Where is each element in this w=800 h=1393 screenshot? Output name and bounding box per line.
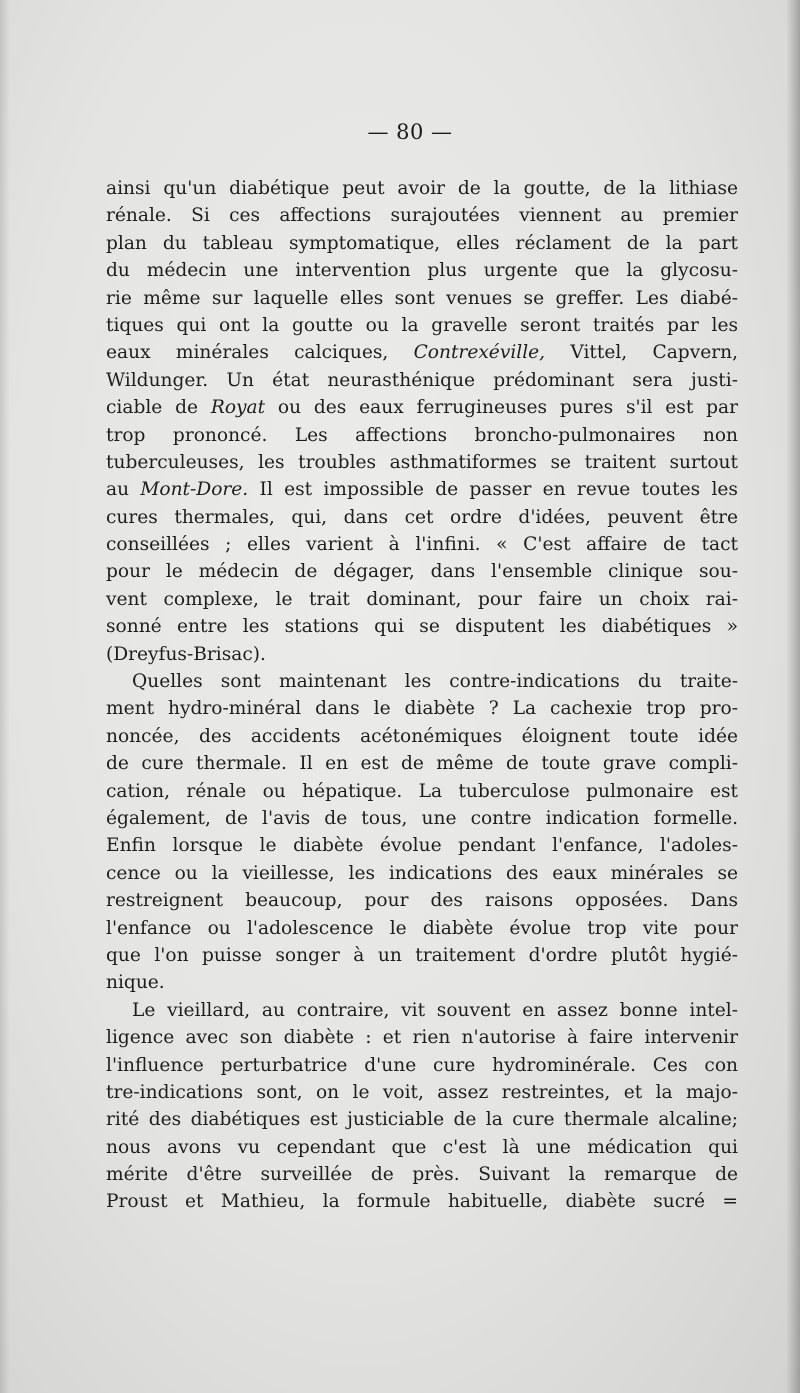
text-run: Vittel, Capvern, <box>545 342 738 364</box>
body-text <box>106 175 738 1216</box>
text-line: ainsi qu'un diabétique peut avoir de la goutte, de la lithiase <box>106 178 738 199</box>
text-line: cence ou la vieillesse, les indications des eaux minérales se <box>106 862 738 884</box>
place-name-italic: Mont-Dore. <box>140 479 249 501</box>
text-line: rie même sur laquelle elles sont venues se greffer. Les diabé- <box>106 287 738 309</box>
text-line: l'influence perturbatrice d'une cure hydrominérale. Ces con <box>106 1054 738 1076</box>
text-line: cures thermales, qui, dans cet ordre d'idées, peuvent être <box>106 506 738 528</box>
text-line <box>106 394 738 421</box>
text-line: trop prononcé. Les affections broncho-pulmonaires non <box>106 424 738 446</box>
text-line: que l'on puisse songer à un traitement d'ordre plutôt hygié- <box>106 944 738 966</box>
text-line: cation, rénale ou hépatique. La tuberculose pulmonaire est <box>106 780 738 802</box>
text-line: mérite d'être surveillée de près. Suivant la remarque de <box>106 1164 738 1186</box>
text-line <box>106 476 738 503</box>
text-line: tiques qui ont la goutte ou la gravelle seront traités par les <box>106 314 738 336</box>
text-line: Wildunger. Un état neurasthénique prédominant sera justi- <box>106 369 738 391</box>
page-left-shadow <box>0 0 10 1393</box>
text-run: ciable de <box>106 397 211 419</box>
text-line: Proust et Mathieu, la formule habituelle, diabète sucré = <box>106 1191 738 1213</box>
text-line: conseillées ; elles varient à l'infini. « C'est affaire de tact <box>106 534 738 556</box>
text-line: rénale. Si ces affections surajoutées viennent au premier <box>106 205 738 227</box>
text-line: nous avons vu cependant que c'est là une médication qui <box>106 1136 738 1158</box>
text-line: l'enfance ou l'adolescence le diabète évolue trop vite pour <box>106 917 738 939</box>
text-run: au <box>106 479 141 501</box>
text-line: du médecin une intervention plus urgente que la glycosu- <box>106 260 738 282</box>
text-line: nique. <box>106 972 165 994</box>
text-line: plan du tableau symptomatique, elles réclament de la part <box>106 232 738 254</box>
text-line: Le vieillard, au contraire, vit souvent en assez bonne intel- <box>132 999 738 1021</box>
page-number: — 80 — <box>367 120 453 144</box>
text-run: ou des eaux ferrugineuses pures s'il est par <box>265 397 739 419</box>
place-name-italic: Contrexéville, <box>413 342 546 364</box>
text-line <box>106 339 738 366</box>
text-line: ligence avec son diabète : et rien n'autorise à faire intervenir <box>106 1027 738 1049</box>
text-line: Quelles sont maintenant les contre-indications du traite- <box>132 671 738 693</box>
page-right-shadow <box>786 0 800 1393</box>
text-line: ment hydro-minéral dans le diabète ? La cachexie trop pro- <box>106 698 738 720</box>
text-line: pour le médecin de dégager, dans l'ensemble clinique sou- <box>106 561 738 583</box>
text-line: (Dreyfus-Brisac). <box>106 643 266 665</box>
text-run: eaux minérales calciques, <box>106 342 414 364</box>
text-line: sonné entre les stations qui se disputent les diabétiques » <box>106 616 738 638</box>
text-line: également, de l'avis de tous, une contre indication formelle. <box>106 807 738 829</box>
text-line: vent complexe, le trait dominant, pour faire un choix rai- <box>106 588 738 610</box>
text-line: tuberculeuses, les troubles asthmatiformes se traitent surtout <box>106 451 738 473</box>
text-line: rité des diabétiques est justiciable de la cure thermale alcaline; <box>106 1109 738 1131</box>
text-line: Enfin lorsque le diabète évolue pendant l'enfance, l'adoles- <box>106 835 738 857</box>
text-line: de cure thermale. Il en est de même de toute grave compli- <box>106 753 738 775</box>
text-line: restreignent beaucoup, pour des raisons opposées. Dans <box>106 890 738 912</box>
text-line: noncée, des accidents acétonémiques éloignent toute idée <box>106 725 738 747</box>
text-line: tre-indications sont, on le voit, assez restreintes, et la majo- <box>106 1081 738 1103</box>
place-name-italic: Royat <box>210 397 266 419</box>
text-run: Il est impossible de passer en revue toutes les <box>248 479 738 501</box>
